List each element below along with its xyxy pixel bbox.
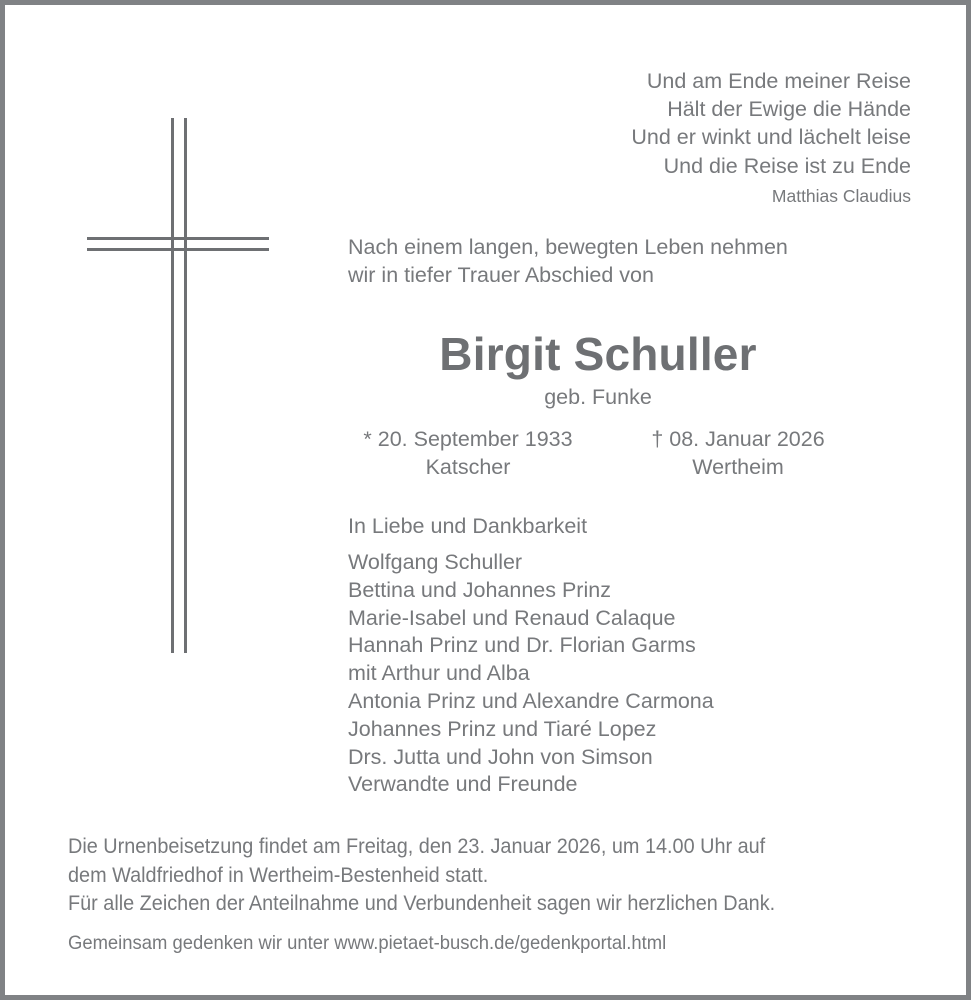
poem-line-2: Hält der Ewige die Hände [667, 97, 911, 122]
list-item: Marie-Isabel und Renaud Calaque [348, 605, 676, 630]
death-info [618, 425, 858, 481]
intro-line-2: wir in tiefer Trauer Abschied von [348, 263, 654, 287]
list-item: Bettina und Johannes Prinz [348, 577, 611, 602]
birth-date: * 20. September 1933 [363, 427, 573, 451]
memorial-poem [435, 67, 911, 209]
cross-vertical-line-left [171, 118, 174, 653]
burial-info-line-2: dem Waldfriedhof in Wertheim-Bestenheid statt. [68, 863, 489, 887]
list-item: Drs. Jutta und John von Simson [348, 744, 653, 769]
cross-vertical-line-right [184, 118, 187, 653]
birth-place: Katscher [425, 455, 511, 479]
poem-line-4: Und die Reise ist zu Ende [663, 153, 911, 178]
poem-attribution: Matthias Claudius [771, 185, 911, 206]
death-place: Wertheim [692, 455, 784, 479]
list-item: Wolfgang Schuller [348, 550, 523, 574]
page-title: Birgit Schuller [439, 328, 757, 380]
list-item: Johannes Prinz und Tiaré Lopez [348, 716, 657, 741]
list-item: Antonia Prinz und Alexandre Carmona [348, 688, 714, 713]
list-item: Hannah Prinz und Dr. Florian Garms [348, 633, 696, 658]
cross-horizontal-line-bottom [87, 248, 269, 251]
family-block [348, 512, 888, 799]
poem-line-3: Und er winkt und lächelt leise [631, 125, 911, 150]
birth-info [348, 425, 588, 481]
cross-horizontal-line-top [87, 237, 269, 240]
death-date: † 08. Januar 2026 [651, 427, 825, 451]
thanks-line: Für alle Zeichen der Anteilnahme und Verbundenheit sagen wir herzlichen Dank. [68, 892, 776, 915]
list-item: mit Arthur und Alba [348, 661, 530, 686]
intro-line-1: Nach einem langen, bewegten Leben nehmen [348, 235, 788, 259]
maiden-name: geb. Funke [544, 385, 652, 409]
life-dates [348, 425, 858, 481]
announcement-intro [348, 233, 888, 289]
poem-line-1: Und am Ende meiner Reise [646, 69, 911, 93]
deceased-name-block [348, 327, 848, 411]
christian-cross-icon [82, 113, 277, 653]
funeral-details [68, 833, 928, 957]
memorial-portal-line: Gemeinsam gedenken wir unter www.pietaet-busch.de/gedenkportal.html [68, 931, 667, 954]
burial-info-line-1: Die Urnenbeisetzung findet am Freitag, den 23. Januar 2026, um 14.00 Uhr auf [68, 835, 766, 858]
family-intro: In Liebe und Dankbarkeit [348, 514, 588, 538]
list-item: Verwandte und Freunde [348, 772, 578, 797]
family-members-list [348, 549, 888, 799]
